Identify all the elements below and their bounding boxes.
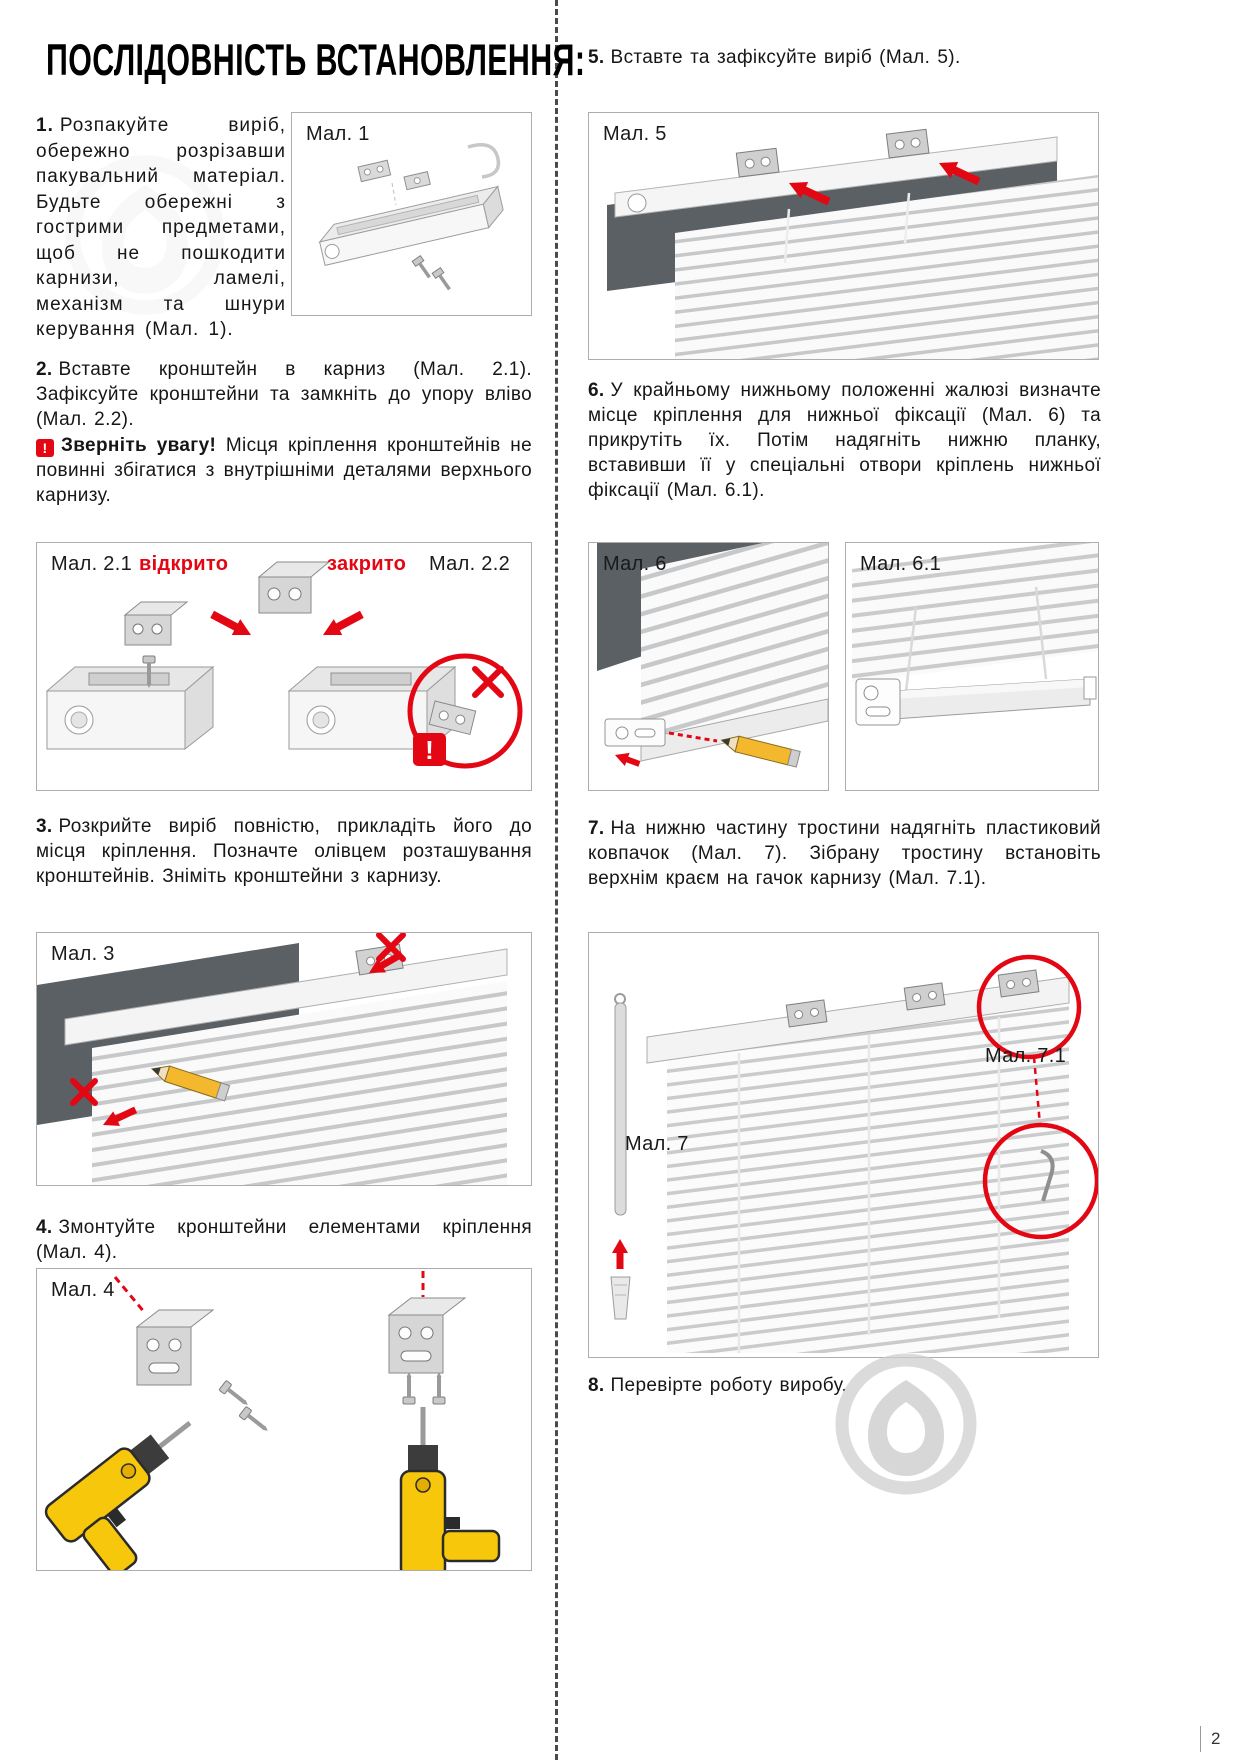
drill-icon [42, 1406, 236, 1570]
figure-6-1-label: Мал. 6.1 [860, 553, 941, 575]
warning-body: Місця кріплення кронштейнів не повинні збігатися з внутрішніми деталями верхнього карнизу. [36, 435, 532, 506]
step-body: На нижню частину тростини надягніть пластиковий ковпачок (Мал. 7). Зібрану тростину встановіть верхнім краєм на гачок карнизу (Мал. 7.1). [588, 818, 1101, 889]
step-number: 7. [588, 818, 605, 839]
screw-icon [412, 256, 433, 281]
drilling-illustration [37, 1269, 531, 1570]
bracket [389, 1298, 465, 1373]
marking-illustration [37, 933, 531, 1185]
step-4-text [36, 1215, 532, 1265]
step-body: Розпакуйте виріб, обережно розрізавши пакувальний матеріал. Будьте обережні з гострими предметами, щоб не пошкодити карнизи, ламелі, механізм та шнури керування (Мал. 1). [36, 115, 286, 340]
step-7-text [588, 816, 1101, 891]
warning-title: Зверніть увагу! [61, 435, 217, 456]
open-label: відкрито [139, 553, 229, 575]
headrail-box [317, 187, 507, 266]
figure-7 [588, 932, 1099, 1358]
step-6-text [588, 378, 1101, 503]
figure-6-1 [845, 542, 1099, 791]
figure-3-label: Мал. 3 [51, 943, 115, 965]
step-number: 1. [36, 115, 54, 136]
figure-2 [36, 542, 532, 791]
step-5-text [588, 45, 1100, 70]
fixation-bracket [605, 719, 665, 746]
red-x-icon [475, 669, 501, 695]
cord-icon [468, 145, 498, 177]
step-3-text [36, 814, 532, 889]
figure-1 [291, 112, 532, 316]
red-arrow-icon [613, 748, 642, 770]
bracket [736, 148, 779, 177]
column-divider [555, 0, 558, 1760]
bottom-rail-illustration [846, 543, 1098, 790]
figure-7-1-label: Мал. 7.1 [985, 1045, 1066, 1067]
bottom-rail-assembly [856, 677, 1096, 725]
tilt-wand [615, 994, 626, 1215]
bracket [259, 562, 329, 613]
red-arrow-icon [208, 606, 255, 643]
bracket [358, 160, 391, 181]
step-number: 3. [36, 816, 53, 837]
figure-7-label: Мал. 7 [625, 1133, 689, 1155]
figure-2-2-label: Мал. 2.2 [429, 553, 510, 575]
bracket-mounting-illustration [37, 543, 531, 790]
step-body: Перевірте роботу виробу. [610, 1375, 848, 1396]
figure-3 [36, 932, 532, 1186]
step-body: У крайньому нижньому положенні жалюзі визначте місце кріплення для нижньої фіксації (Мал. 6) та прикрутіть їх. Потім надягніть нижню планку, вставивши її у спеціальні отвори кріплень нижньої фіксації (Мал. 6.1). [588, 380, 1101, 501]
bracket [998, 970, 1039, 997]
figure-4-label: Мал. 4 [51, 1279, 115, 1301]
page-title: ПОСЛІДОВНІСТЬ ВСТАНОВЛЕННЯ: [46, 36, 586, 86]
closed-label: закрито [327, 553, 407, 575]
figure-6 [588, 542, 829, 791]
step-number: 5. [588, 47, 605, 68]
bracket [904, 983, 945, 1010]
brand-logo-icon [822, 1340, 990, 1508]
page-number: 2 [1200, 1726, 1220, 1752]
alignment-guide [115, 1277, 145, 1313]
brand-watermark [822, 1340, 990, 1508]
screw-icon [219, 1380, 252, 1409]
step-number: 2. [36, 359, 53, 380]
figure-5 [588, 112, 1099, 360]
screw-icon [433, 1372, 445, 1404]
screw-icon [432, 268, 453, 293]
bracket [786, 1000, 827, 1027]
svg-text:!: ! [425, 735, 434, 765]
bottom-fixation-marking-illustration [589, 543, 828, 790]
step-body: Вставте кронштейн в карниз (Мал. 2.1). Зафіксуйте кронштейни та замкніть до упору вліво (Мал. 2.2). [36, 359, 532, 430]
figure-1-label: Мал. 1 [306, 123, 370, 145]
pencil-icon [720, 732, 801, 767]
step-number: 8. [588, 1375, 605, 1396]
drill-icon [401, 1407, 499, 1570]
step-number: 4. [36, 1217, 53, 1238]
step-body: Змонтуйте кронштейни елементами кріплення (Мал. 4). [36, 1217, 532, 1263]
wand-cap [611, 1277, 630, 1319]
step-number: 6. [588, 380, 605, 401]
figure-5-label: Мал. 5 [603, 123, 667, 145]
bracket [404, 172, 430, 190]
step-body: Вставте та зафіксуйте виріб (Мал. 5). [610, 47, 961, 68]
insert-headrail-illustration [589, 113, 1098, 359]
figure-6-label: Мал. 6 [603, 553, 667, 575]
figure-2-1-label: Мал. 2.1 [51, 553, 132, 575]
warning-icon: ! [36, 439, 54, 457]
step-body: Розкрийте виріб повністю, прикладіть його до місця кріплення. Позначте олівцем розташування кронштейнів. Зніміть кронштейни з карнизу. [36, 816, 532, 887]
red-arrow-icon [319, 606, 366, 643]
step-1-text [36, 113, 286, 343]
cornice-left [47, 667, 213, 749]
red-arrow-icon [612, 1239, 628, 1269]
step-2-text [36, 357, 532, 432]
screw-icon [239, 1406, 272, 1435]
bracket [137, 1310, 213, 1385]
warning-icon [413, 733, 446, 766]
screw-icon [403, 1372, 415, 1404]
step-2-warning [36, 433, 532, 508]
figure-4 [36, 1268, 532, 1571]
bracket [125, 602, 187, 645]
bracket [886, 129, 929, 158]
